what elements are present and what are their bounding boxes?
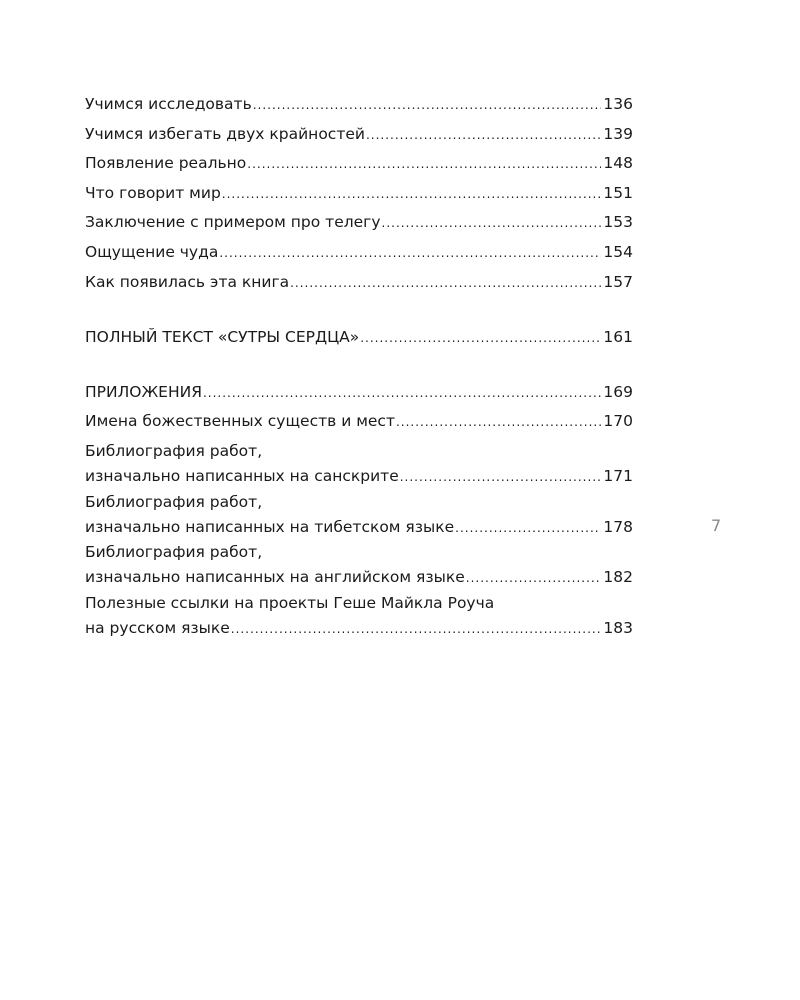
toc-entry-title-line2: изначально написанных на санскрите <box>85 466 399 485</box>
toc-entry-page: 171 <box>603 466 633 485</box>
toc-entry-page: 148 <box>603 154 633 173</box>
dot-leader <box>400 465 602 490</box>
dot-leader <box>382 211 602 236</box>
table-of-contents <box>85 92 633 642</box>
toc-entry-page: 136 <box>603 95 633 113</box>
toc-entry[interactable] <box>85 181 633 206</box>
toc-entry-page: 161 <box>603 327 633 346</box>
dot-leader <box>219 241 601 266</box>
toc-entry[interactable] <box>85 92 633 117</box>
toc-entry-title-line2: на русском языке <box>85 619 230 638</box>
dot-leader <box>466 566 602 591</box>
toc-section-entry[interactable] <box>85 380 633 405</box>
toc-entry-title-line1: Библиография работ, <box>85 492 263 511</box>
toc-entry-page: 154 <box>603 242 633 261</box>
toc-entry-title-line2: изначально написанных на тибетском языке <box>85 517 455 536</box>
toc-entry[interactable] <box>85 240 633 265</box>
toc-entry-title: Заключение с примером про телегу <box>85 213 381 232</box>
toc-entry-title: Что говорит мир <box>85 183 221 202</box>
toc-entry[interactable] <box>85 439 633 489</box>
toc-entry-title: Учимся избегать двух крайностей <box>85 124 365 143</box>
toc-entry-title: ПОЛНЫЙ ТЕКСТ «СУТРЫ СЕРДЦА» <box>85 327 360 346</box>
toc-entry-page: 157 <box>603 272 633 291</box>
dot-leader <box>203 381 601 406</box>
toc-entry-page: 151 <box>603 183 633 202</box>
toc-entry-page: 139 <box>603 124 633 143</box>
dot-leader <box>396 410 601 435</box>
toc-entry[interactable] <box>85 490 633 540</box>
dot-leader <box>253 93 602 118</box>
toc-entry[interactable] <box>85 210 633 235</box>
toc-entry-title: Ощущение чуда <box>85 242 219 261</box>
toc-entry-page: 183 <box>603 619 633 638</box>
toc-entry[interactable] <box>85 409 633 434</box>
toc-entry-page: 178 <box>603 517 633 536</box>
toc-entry-title: ПРИЛОЖЕНИЯ <box>85 382 202 401</box>
dot-leader <box>231 617 602 642</box>
toc-entry-title-line1: Полезные ссылки на проекты Геше Майкла Роуча <box>85 594 495 613</box>
dot-leader <box>455 516 601 541</box>
toc-entry[interactable] <box>85 151 633 176</box>
toc-entry[interactable] <box>85 270 633 295</box>
toc-entry-title: Как появилась эта книга <box>85 272 290 291</box>
toc-entry-title-line1: Библиография работ, <box>85 543 263 562</box>
dot-leader <box>366 123 601 148</box>
dot-leader <box>222 182 602 207</box>
toc-entry-title-line2: изначально написанных на английском языке <box>85 568 465 587</box>
toc-section-entry[interactable] <box>85 325 633 350</box>
toc-entry-page: 153 <box>603 213 633 232</box>
dot-leader <box>360 326 601 351</box>
toc-entry-page: 170 <box>603 412 633 431</box>
toc-entry-title: Имена божественных существ и мест <box>85 412 395 431</box>
dot-leader <box>290 271 601 296</box>
toc-entry-title: Появление реально <box>85 154 247 173</box>
dot-leader <box>247 152 601 177</box>
page-number: 7 <box>711 516 722 535</box>
toc-entry[interactable] <box>85 591 633 641</box>
toc-entry-title-line1: Библиография работ, <box>85 441 263 460</box>
toc-entry[interactable] <box>85 540 633 590</box>
toc-entry-page: 169 <box>603 382 633 401</box>
toc-entry-title: Учимся исследовать <box>85 95 252 113</box>
toc-entry-page: 182 <box>603 568 633 587</box>
toc-entry[interactable] <box>85 122 633 147</box>
